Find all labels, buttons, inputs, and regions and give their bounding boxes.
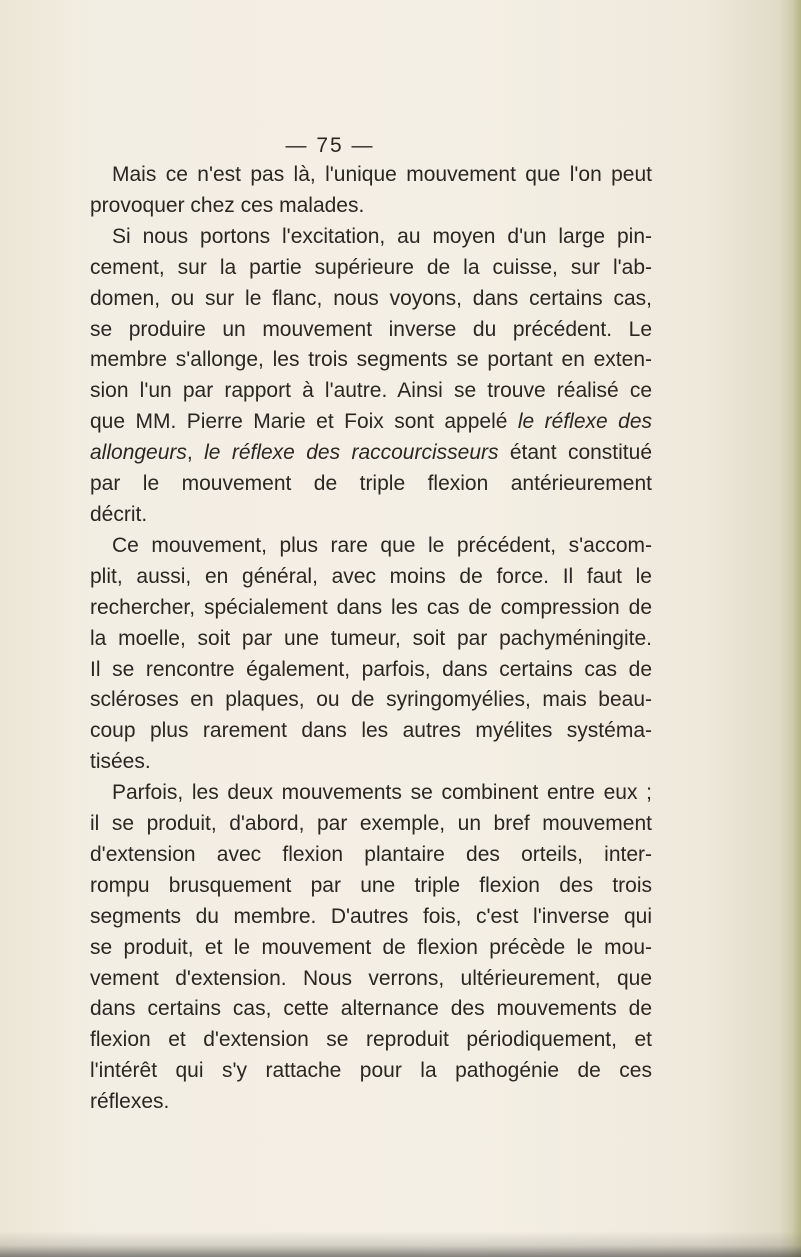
text-segment: , (186, 441, 205, 465)
text-line: se produit, et le mouvement de flexion précède le mou- (90, 935, 652, 959)
italic-term: allongeurs (90, 441, 187, 465)
text-line: Il se rencontre également, parfois, dans certains cas de (90, 657, 652, 681)
text-line: il se produit, d'abord, par exemple, un bref mouvement (90, 812, 652, 836)
text-line: flexion et d'extension se reproduit périodiquement, et (90, 1028, 652, 1052)
text-line: coup plus rarement dans les autres myélites systéma- (90, 719, 652, 743)
page-edge-shadow (779, 0, 801, 1257)
text-line: l'intérêt qui s'y rattache pour la pathogénie de ces (90, 1059, 652, 1083)
text-line: réflexes. (90, 1090, 170, 1114)
text-line: segments du membre. D'autres fois, c'est l'inverse qui (90, 904, 652, 928)
text-line: Parfois, les deux mouvements se combinent entre eux ; (112, 781, 652, 805)
text-line: domen, ou sur le flanc, nous voyons, dans certains cas, (90, 286, 652, 310)
text-line: provoquer chez ces malades. (90, 193, 365, 217)
text-line: plit, aussi, en général, avec moins de force. Il faut le (90, 564, 652, 588)
text-segment: étant constitué (498, 441, 652, 465)
text-line: d'extension avec flexion plantaire des orteils, inter- (90, 842, 652, 866)
text-line: vement d'extension. Nous verrons, ultérieurement, que (90, 966, 652, 990)
body-text (90, 160, 652, 1118)
italic-term: le réflexe des (517, 410, 652, 434)
italic-term: le réflexe des raccourcisseurs (204, 441, 499, 465)
text-line: par le mouvement de triple flexion antérieurement (90, 472, 652, 496)
text-line: Ce mouvement, plus rare que le précédent, s'accom- (112, 533, 652, 557)
text-line: dans certains cas, cette alternance des mouvements de (90, 997, 652, 1021)
text-line: cement, sur la partie supérieure de la cuisse, sur l'ab- (90, 255, 652, 279)
page-bottom-shadow (0, 1231, 801, 1257)
text-line: membre s'allonge, les trois segments se portant en exten- (90, 348, 652, 372)
text-line: Mais ce n'est pas là, l'unique mouvement que l'on peut (112, 163, 652, 186)
text-line: scléroses en plaques, ou de syringomyélies, mais beau- (90, 688, 652, 712)
text-segment: que MM. Pierre Marie et Foix sont appelé (90, 410, 518, 434)
text-line (90, 407, 652, 438)
text-line: tisées. (90, 750, 151, 774)
text-line: la moelle, soit par une tumeur, soit par pachyméningite. (90, 626, 652, 650)
text-line: rechercher, spécialement dans les cas de compression de (90, 595, 652, 619)
text-line: Si nous portons l'excitation, au moyen d'un large pin- (112, 224, 652, 248)
text-line: rompu brusquement par une triple flexion des trois (90, 873, 652, 897)
text-line (90, 438, 652, 469)
text-line: décrit. (90, 502, 148, 526)
text-line: se produire un mouvement inverse du précédent. Le (90, 317, 652, 341)
text-line: sion l'un par rapport à l'autre. Ainsi se trouve réalisé ce (90, 379, 652, 403)
page-number: — 75 — (285, 134, 375, 157)
